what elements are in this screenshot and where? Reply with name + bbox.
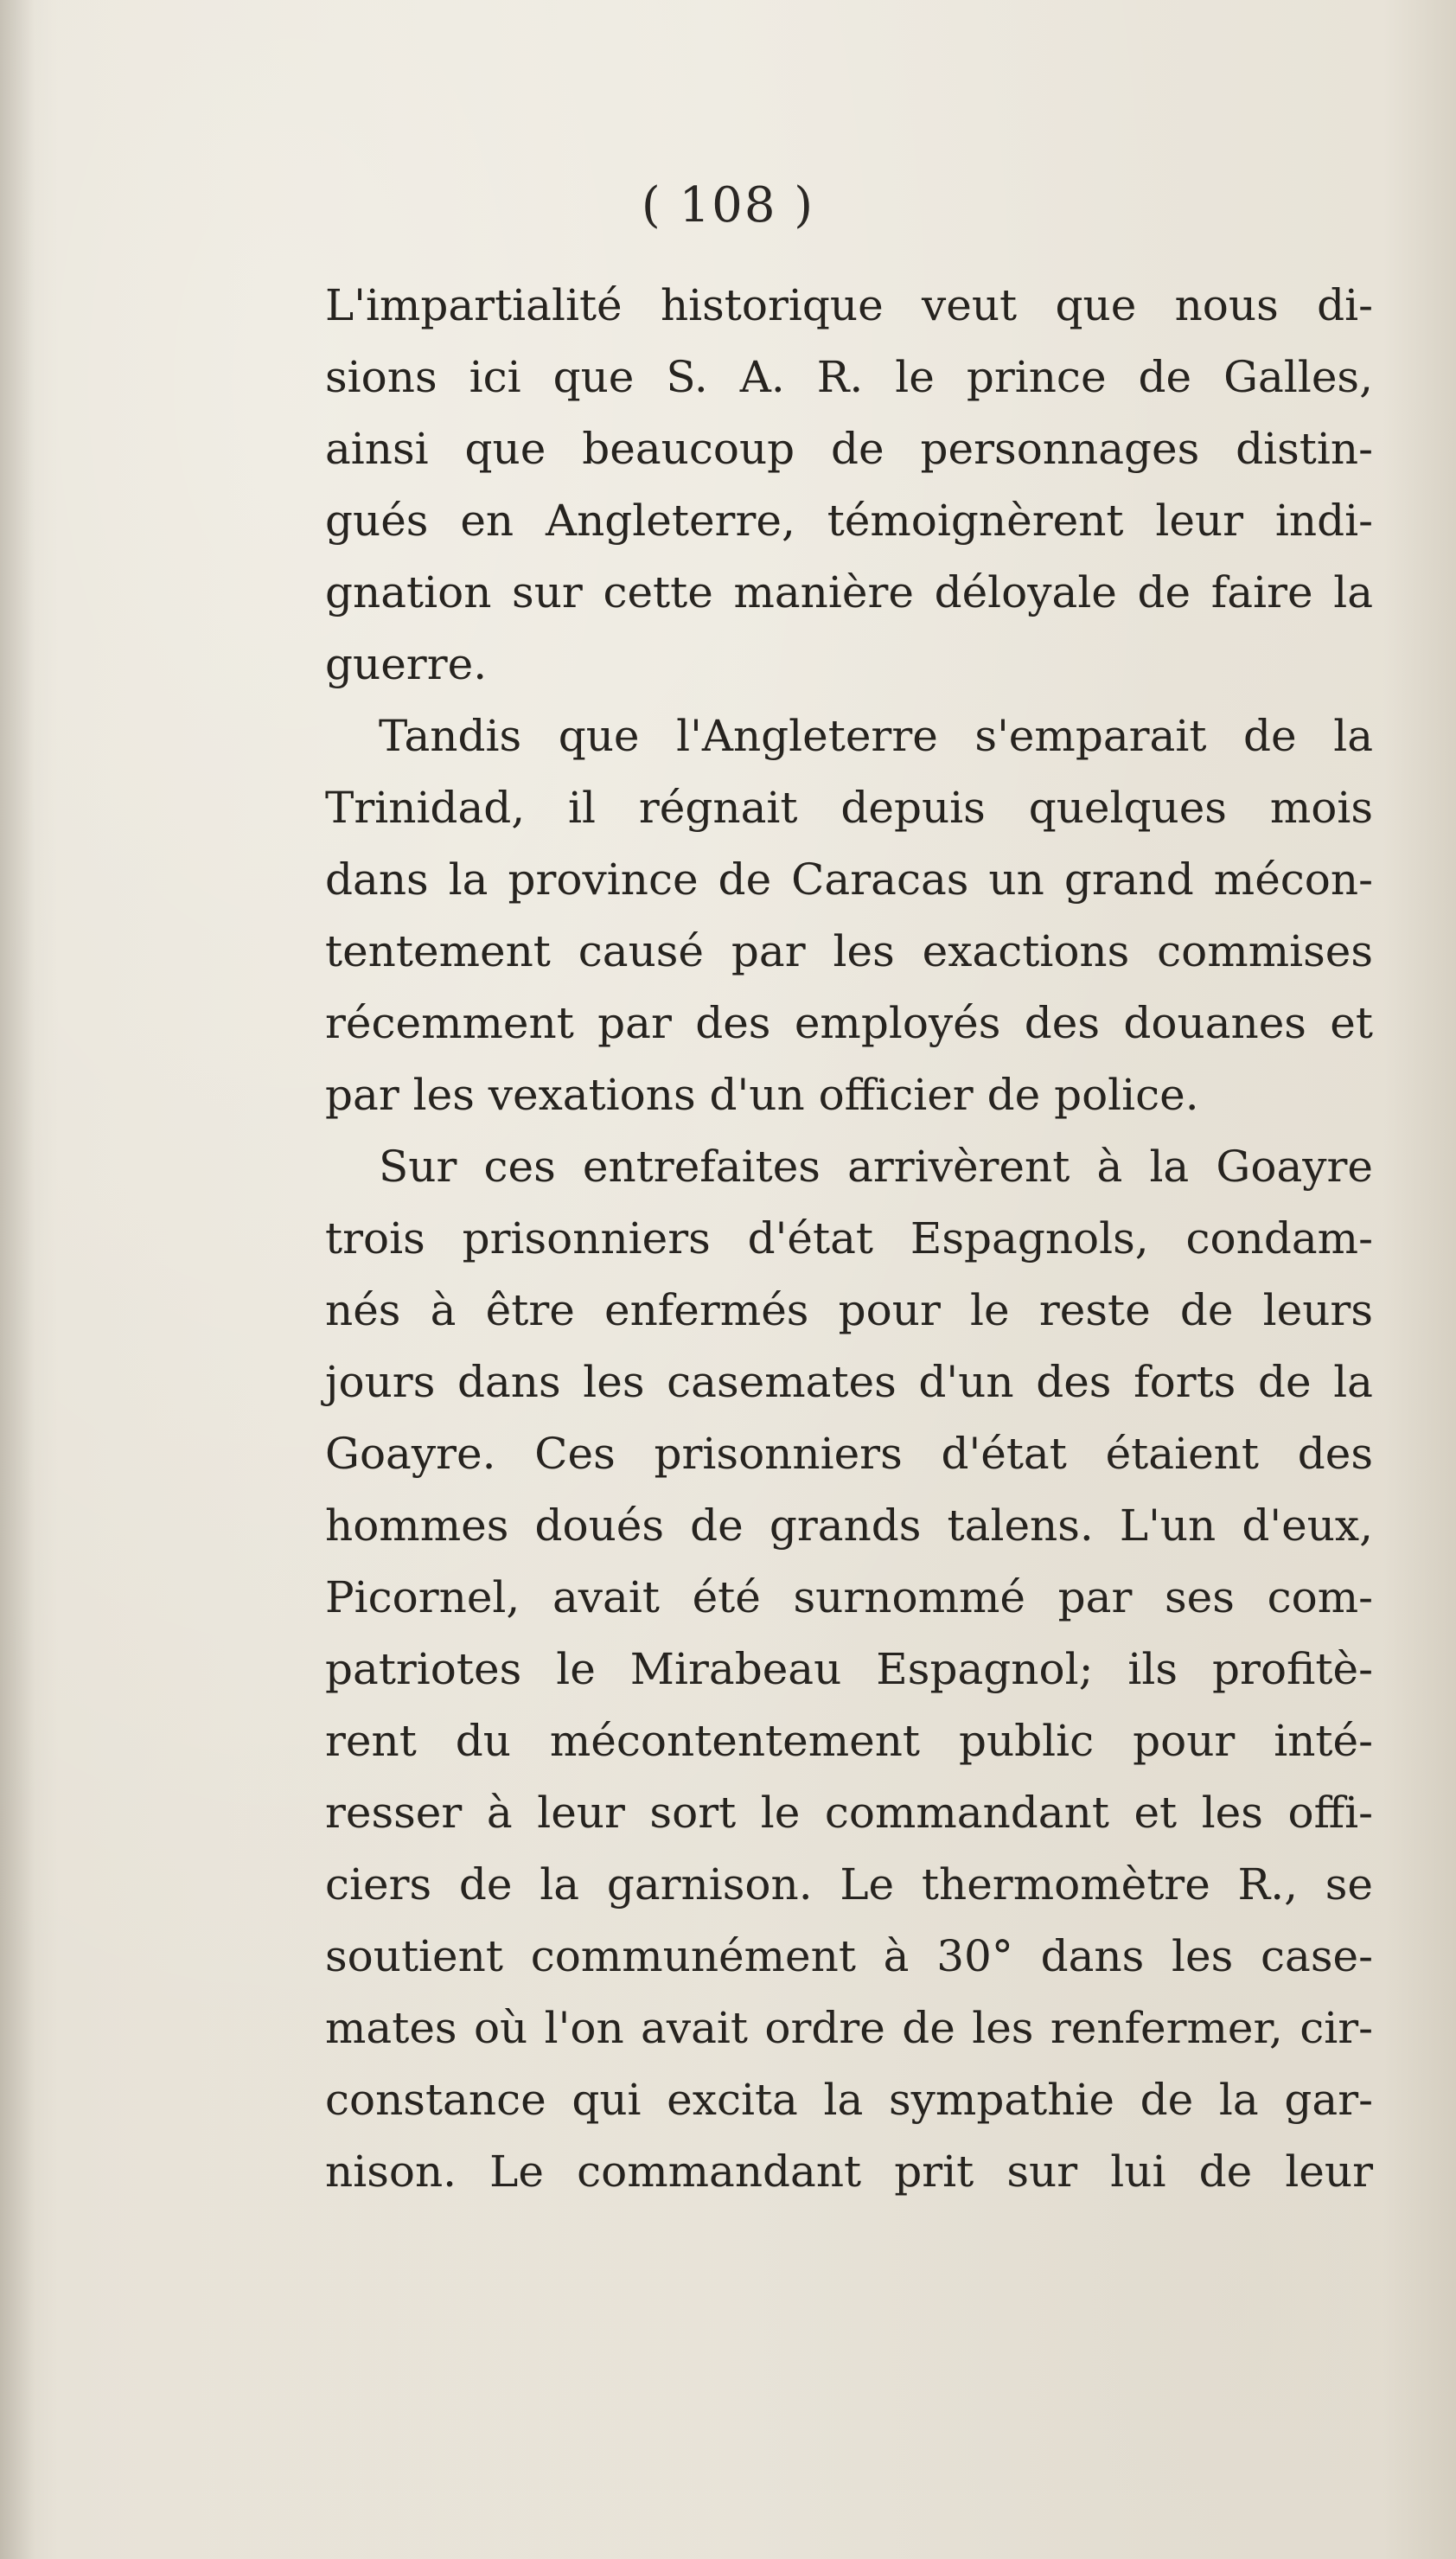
text-line: mates où l'on avait ordre de les renfermer, cir-: [325, 2003, 1373, 2053]
text-line: récemment par des employés des douanes et: [325, 998, 1373, 1048]
text-line: trois prisonniers d'état Espagnols, condam-: [325, 1213, 1373, 1264]
text-line: ciers de la garnison. Le thermomètre R., se: [325, 1859, 1373, 1910]
text-line: resser à leur sort le commandant et les offi-: [325, 1788, 1373, 1838]
text-line: tentement causé par les exactions commises: [325, 926, 1373, 976]
text-line: gués en Angleterre, témoignèrent leur indi-: [325, 496, 1373, 546]
page-number: ( 108 ): [641, 177, 815, 234]
text-line: nison. Le commandant prit sur lui de leur: [325, 2146, 1373, 2197]
text-line: dans la province de Caracas un grand mécon-: [325, 854, 1373, 905]
text-line: guerre.: [325, 639, 488, 689]
text-line: Goayre. Ces prisonniers d'état étaient des: [325, 1429, 1373, 1479]
text-line: Picornel, avait été surnommé par ses com-: [325, 1572, 1373, 1622]
text-line: gnation sur cette manière déloyale de faire la: [325, 567, 1373, 617]
paragraph-start-line: Sur ces entrefaites arrivèrent à la Goayre: [379, 1142, 1373, 1192]
page-gutter-shadow: [0, 0, 35, 2559]
text-line: soutient communément à 30° dans les case-: [325, 1931, 1373, 1981]
text-line: constance qui excita la sympathie de la gar-: [325, 2075, 1373, 2125]
body-text: [325, 270, 1373, 2208]
text-line: nés à être enfermés pour le reste de leurs: [325, 1285, 1373, 1335]
text-line: ainsi que beaucoup de personnages distin-: [325, 424, 1373, 474]
text-line: L'impartialité historique veut que nous di-: [325, 280, 1373, 330]
text-line: par les vexations d'un officier de police.: [325, 1070, 1199, 1120]
text-line: jours dans les casemates d'un des forts de la: [325, 1357, 1373, 1407]
text-line: patriotes le Mirabeau Espagnol; ils profitè-: [325, 1644, 1373, 1694]
text-line: Trinidad, il régnait depuis quelques mois: [325, 783, 1373, 833]
text-line: rent du mécontentement public pour inté-: [325, 1716, 1373, 1766]
paragraph-start-line: Tandis que l'Angleterre s'emparait de la: [379, 711, 1373, 761]
text-line: hommes doués de grands talens. L'un d'eux,: [325, 1500, 1373, 1551]
text-line: sions ici que S. A. R. le prince de Galles,: [325, 352, 1373, 402]
